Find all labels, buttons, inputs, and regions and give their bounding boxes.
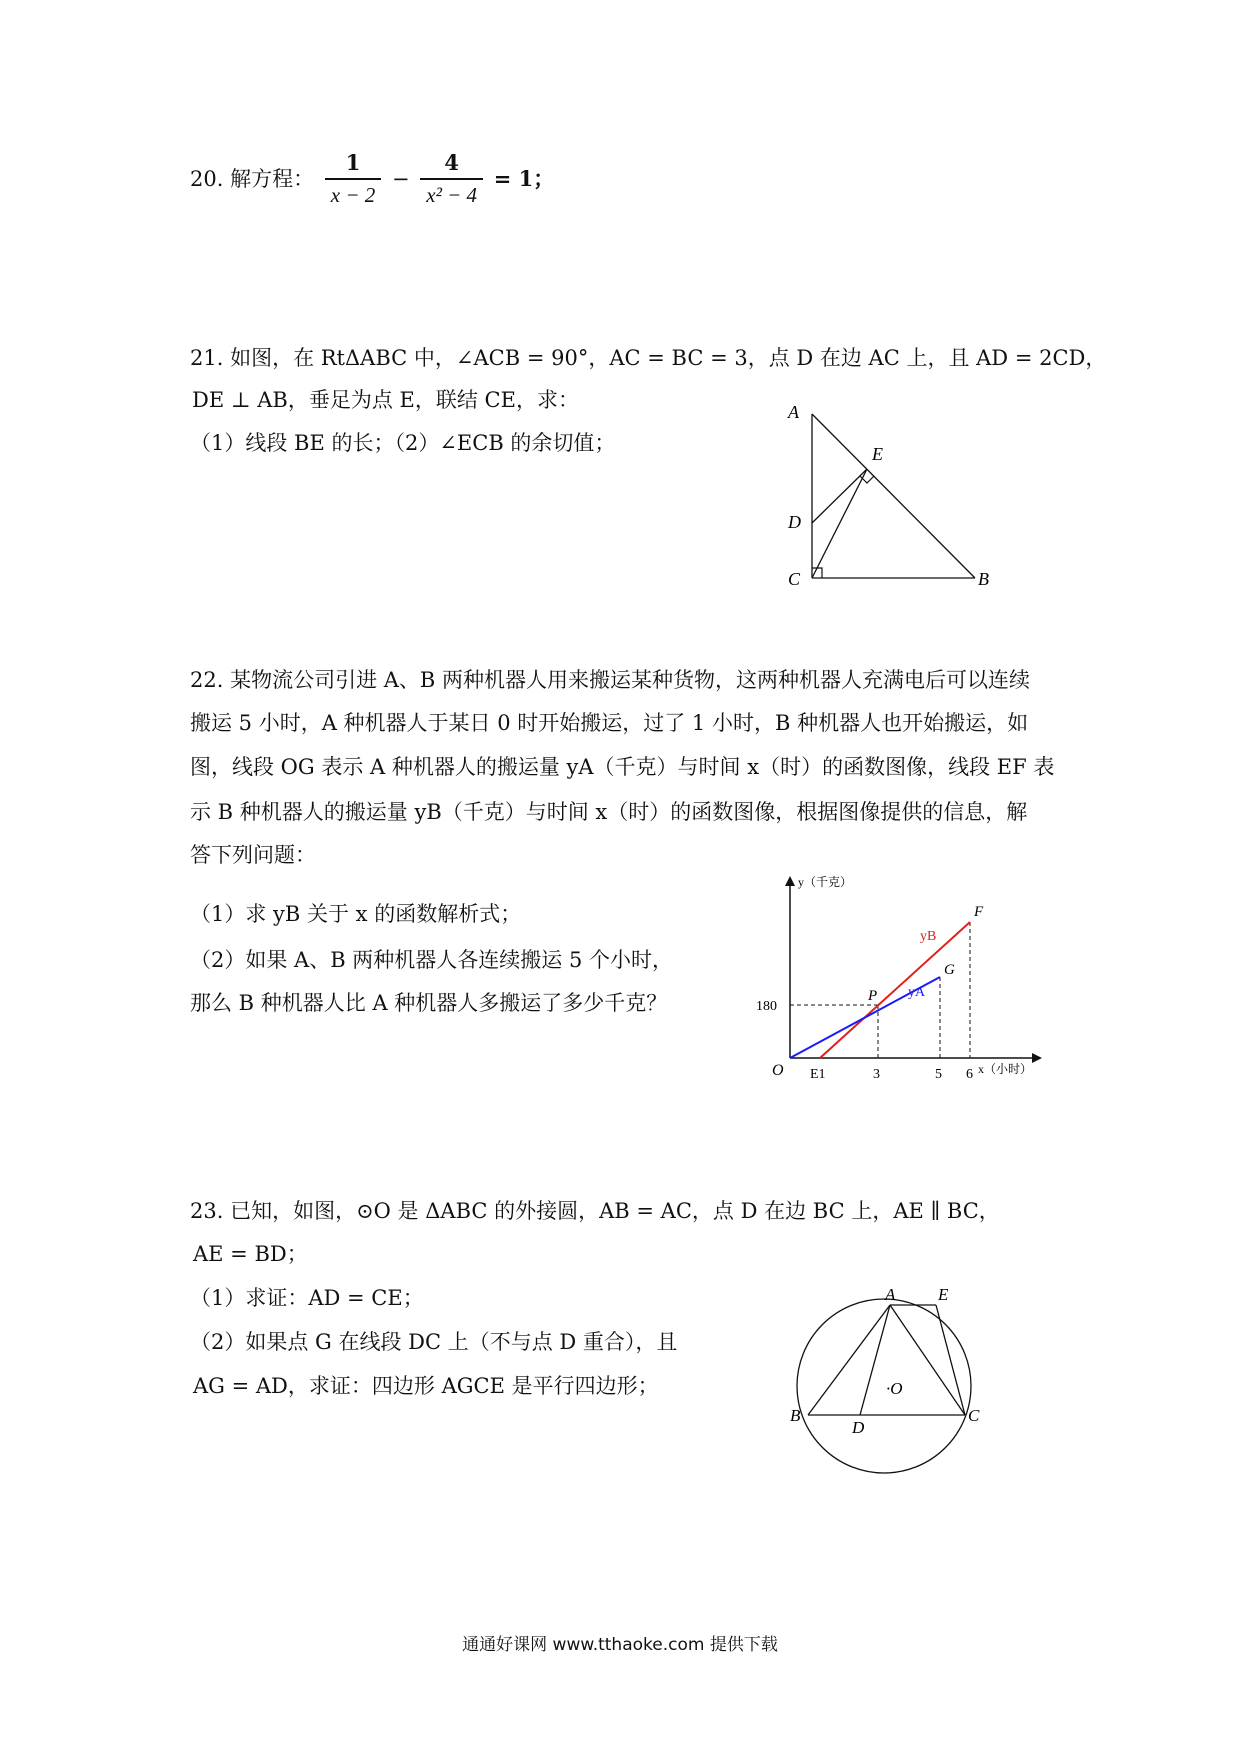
- q22-y-axis-arrow: [785, 876, 795, 886]
- q23-segment-ad: [860, 1305, 890, 1415]
- q20-minus: −: [391, 167, 410, 191]
- q22-line-yb-ef: [820, 922, 970, 1058]
- q22-series-label-yb: yB: [920, 929, 937, 944]
- q22-point-p-label: P: [868, 988, 878, 1004]
- q21-line-2: DE ⊥ AB，垂足为点 E，联结 CE，求：: [192, 388, 579, 412]
- q22-line-2: 搬运 5 小时，A 种机器人于某日 0 时开始搬运，过了 1 小时，B 种机器人也开始搬运，如: [190, 711, 1029, 735]
- q23-label-d: D: [852, 1418, 865, 1437]
- q21-label-b: B: [978, 569, 989, 589]
- q22-x-axis-label: x（小时）: [978, 1062, 1033, 1076]
- q22-line-1: 22. 某物流公司引进 A、B 两种机器人用来搬运某种货物，这两种机器人充满电后可以连续: [190, 668, 1031, 692]
- q22-line-3: 图，线段 OG 表示 A 种机器人的搬运量 yA（千克）与时间 x（时）的函数图像，线段 EF 表: [190, 755, 1055, 779]
- page-footer: 通通好课网 www.tthaoke.com 提供下载: [462, 1635, 778, 1655]
- q20-fraction-1: [325, 148, 382, 210]
- q20-label: 20. 解方程：: [190, 167, 315, 191]
- q22-line-6: （1）求 yB 关于 x 的函数解析式；: [190, 902, 522, 926]
- q23-label-o: ·O: [886, 1379, 903, 1398]
- q22-y-axis-label: y（千克）: [798, 875, 853, 889]
- q23-line-3: （1）求证：AD = CE；: [190, 1286, 424, 1310]
- q22-x-tick-3: 3: [873, 1067, 880, 1082]
- q22-line-5: 答下列问题：: [190, 843, 316, 867]
- q23-segment-ab: [808, 1305, 890, 1415]
- q21-line-1: 21. 如图，在 RtΔABC 中，∠ACB = 90°，AC = BC = 3，点 D 在边 AC 上，且 AD = 2CD，: [190, 346, 1107, 370]
- q20-frac2-numerator: 4: [420, 148, 483, 180]
- q23-label-a: A: [885, 1285, 896, 1304]
- q22-y-tick-180: 180: [756, 999, 777, 1014]
- q23-line-1: 23. 已知，如图，⊙O 是 ΔABC 的外接圆，AB = AC，点 D 在边 BC 上，AE ∥ BC，: [190, 1199, 1000, 1223]
- q22-x-axis-arrow: [1032, 1053, 1042, 1063]
- q23-circle-figure: [780, 1270, 1010, 1490]
- q22-function-graph: [750, 870, 1070, 1090]
- q21-triangle-figure: [780, 400, 1000, 600]
- q23-segment-ac: [890, 1305, 965, 1415]
- q21-segment-ab: [812, 414, 975, 578]
- q23-line-4: （2）如果点 G 在线段 DC 上（不与点 D 重合），且: [190, 1330, 678, 1354]
- q22-line-8: 那么 B 种机器人比 A 种机器人多搬运了多少千克？: [190, 991, 668, 1015]
- q23-line-2: AE = BD；: [193, 1242, 308, 1266]
- q23-label-e: E: [938, 1285, 949, 1304]
- q22-line-4: 示 B 种机器人的搬运量 yB（千克）与时间 x（时）的函数图像，根据图像提供的信息，解: [190, 800, 1028, 824]
- q23-line-5: AG = AD，求证：四边形 AGCE 是平行四边形；: [193, 1374, 659, 1398]
- q22-x-tick-5: 5: [935, 1067, 942, 1082]
- q21-label-d: D: [788, 512, 801, 532]
- question-20: [190, 148, 554, 210]
- q20-frac2-denominator: x² − 4: [426, 183, 478, 207]
- q21-segment-de: [812, 469, 867, 523]
- q21-label-a: A: [788, 402, 799, 422]
- q21-segment-ce: [812, 469, 867, 578]
- q22-origin-label: O: [772, 1062, 784, 1079]
- q20-frac1-denominator: x − 2: [330, 183, 376, 207]
- q21-label-c: C: [788, 569, 801, 589]
- q23-segment-ec: [936, 1305, 965, 1415]
- q23-label-c: C: [968, 1406, 980, 1425]
- q22-line-7: （2）如果 A、B 两种机器人各连续搬运 5 个小时，: [190, 948, 674, 972]
- q22-x-tick-6: 6: [966, 1067, 973, 1082]
- q21-line-3: （1）线段 BE 的长；（2）∠ECB 的余切值；: [190, 431, 616, 455]
- q20-frac1-numerator: 1: [325, 148, 382, 180]
- q22-point-g-label: G: [944, 962, 955, 978]
- q23-label-b: B: [790, 1406, 801, 1425]
- q20-rhs: = 1；: [493, 166, 555, 191]
- q20-fraction-2: [420, 148, 483, 210]
- q22-x-tick-e1: E1: [810, 1067, 826, 1082]
- q21-label-e: E: [872, 444, 883, 464]
- q22-series-label-ya: yA: [908, 985, 926, 1000]
- q22-point-f-label: F: [974, 904, 984, 920]
